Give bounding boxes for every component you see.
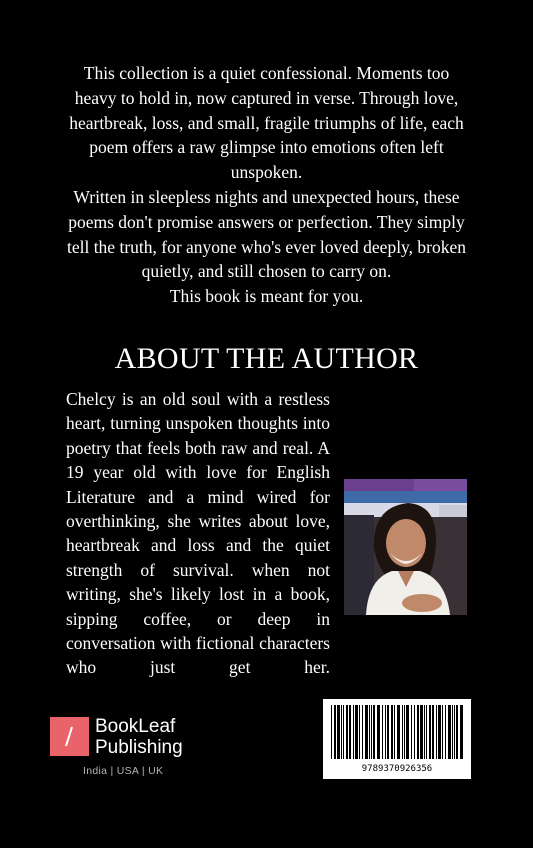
blurb-paragraph-3: This book is meant for you. xyxy=(169,286,364,307)
barcode-bar xyxy=(402,705,403,759)
book-blurb xyxy=(66,61,467,309)
barcode-bar xyxy=(436,705,437,759)
barcode-bar xyxy=(377,705,380,759)
publisher-name-line-2: Publishing xyxy=(95,737,183,758)
blurb-paragraph-2: Written in sleepless nights and unexpected hours, these poems don't promise answers or perfection. They simply tell the truth, for anyone who's ever loved deeply, broken quietly, and still chosen to carry on. xyxy=(66,186,467,282)
barcode-bar xyxy=(442,705,443,759)
barcode-bar xyxy=(454,705,455,759)
barcode-bar xyxy=(438,705,441,759)
author-photo xyxy=(344,479,467,615)
barcode-bar xyxy=(343,705,344,759)
barcode-bar xyxy=(331,705,332,759)
author-bio: Chelcy is an old soul with a restless heart, turning unspoken thoughts into poetry that feels both raw and real. A 19 year old with love for English Literature and a mind wired for overthinking, she writes about love, heartbreak and loss and the quiet strength of survival. when not writing, she's likely lost in a book, sipping coffee, or deep in conversation with fictional characters who just get her. xyxy=(66,389,330,678)
barcode-bar xyxy=(334,705,336,759)
barcode-bar xyxy=(456,705,458,759)
barcode-bar xyxy=(460,705,463,759)
barcode-bar xyxy=(429,705,431,759)
barcode-bar xyxy=(426,705,427,759)
barcode-bar xyxy=(394,705,395,759)
barcode-bar xyxy=(404,705,405,759)
barcode-bar xyxy=(385,705,386,759)
about-author-heading: ABOUT THE AUTHOR xyxy=(114,342,419,375)
barcode-bar xyxy=(391,705,393,759)
publisher-regions: India | USA | UK xyxy=(83,765,164,777)
barcode-bar xyxy=(355,705,358,759)
barcode-bar xyxy=(452,705,453,759)
barcode-bar xyxy=(365,705,368,759)
bookleaf-logo-icon xyxy=(50,717,89,756)
barcode-bar xyxy=(424,705,425,759)
barcode-bar xyxy=(417,705,419,759)
barcode-bar xyxy=(373,705,375,759)
barcode-bar xyxy=(349,705,351,759)
publisher-name xyxy=(95,716,183,758)
barcode-bar xyxy=(371,705,372,759)
barcode-bar xyxy=(448,705,451,759)
barcode-bar xyxy=(369,705,370,759)
barcode-bar xyxy=(353,705,354,759)
barcode-bar xyxy=(414,705,415,759)
barcode-bar xyxy=(406,705,409,759)
isbn-barcode xyxy=(323,699,471,779)
blurb-paragraph-1: This collection is a quiet confessional. Moments too heavy to hold in, now captured in verse. Through love, heartbreak, loss, and small, fragile triumphs of life, each poem offers a raw glimpse into emotions often left unspoken. xyxy=(69,63,464,183)
barcode-bar xyxy=(382,705,383,759)
barcode-bar xyxy=(341,705,342,759)
barcode-bar xyxy=(432,705,434,759)
barcode-bar xyxy=(337,705,340,759)
barcode-bar xyxy=(359,705,360,759)
barcode-bar xyxy=(420,705,423,759)
barcode-bar xyxy=(362,705,363,759)
publisher-name-line-1: BookLeaf xyxy=(95,716,176,737)
barcode-bar xyxy=(445,705,446,759)
barcode-bar xyxy=(387,705,389,759)
barcode-bar xyxy=(411,705,412,759)
barcode-bar xyxy=(397,705,400,759)
isbn-number: 9789370926356 xyxy=(361,764,433,774)
barcode-bar xyxy=(346,705,348,759)
